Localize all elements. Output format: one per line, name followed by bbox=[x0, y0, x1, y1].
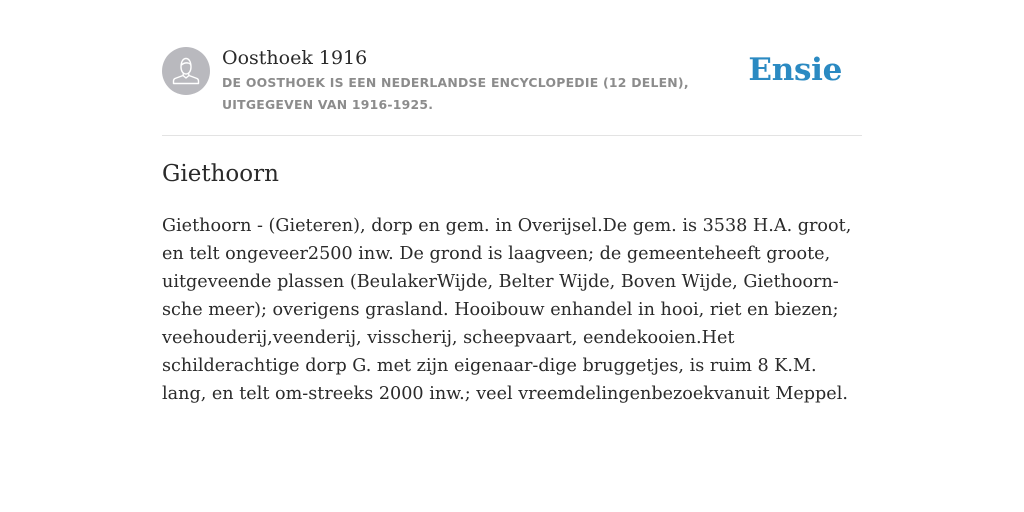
source-header bbox=[162, 46, 862, 136]
source-avatar[interactable] bbox=[162, 47, 210, 95]
user-silhouette-icon bbox=[162, 47, 210, 95]
source-description: DE OOSTHOEK IS EEN NEDERLANDSE ENCYCLOPEDIE (12 DELEN), UITGEGEVEN VAN 1916-1925. bbox=[222, 75, 689, 112]
entry-title: Giethoorn bbox=[162, 161, 279, 187]
entry-body: Giethoorn - (Gieteren), dorp en gem. in Overijsel.De gem. is 3538 H.A. groot, en telt ongeveer2500 inw. De grond is laagveen; de gemeenteheeft groote, uitgeveende plassen (BeulakerWijde, Belter Wijde, Boven Wijde, Giethoorn-sche meer); overigens grasland. Hooibouw enhandel in hooi, riet en biezen; veehouderij,veenderij, visscherij, scheepvaart, eendekooien.Het schilderachtige dorp G. met zijn eigenaar-dige bruggetjes, is ruim 8 K.M. lang, en telt om-streeks 2000 inw.; veel vreemdelingenbezoekvanuit Meppel. bbox=[162, 216, 852, 404]
header-divider bbox=[162, 135, 862, 136]
ensie-logo-link[interactable]: Ensie bbox=[748, 52, 842, 88]
source-title[interactable]: Oosthoek 1916 bbox=[222, 47, 368, 69]
